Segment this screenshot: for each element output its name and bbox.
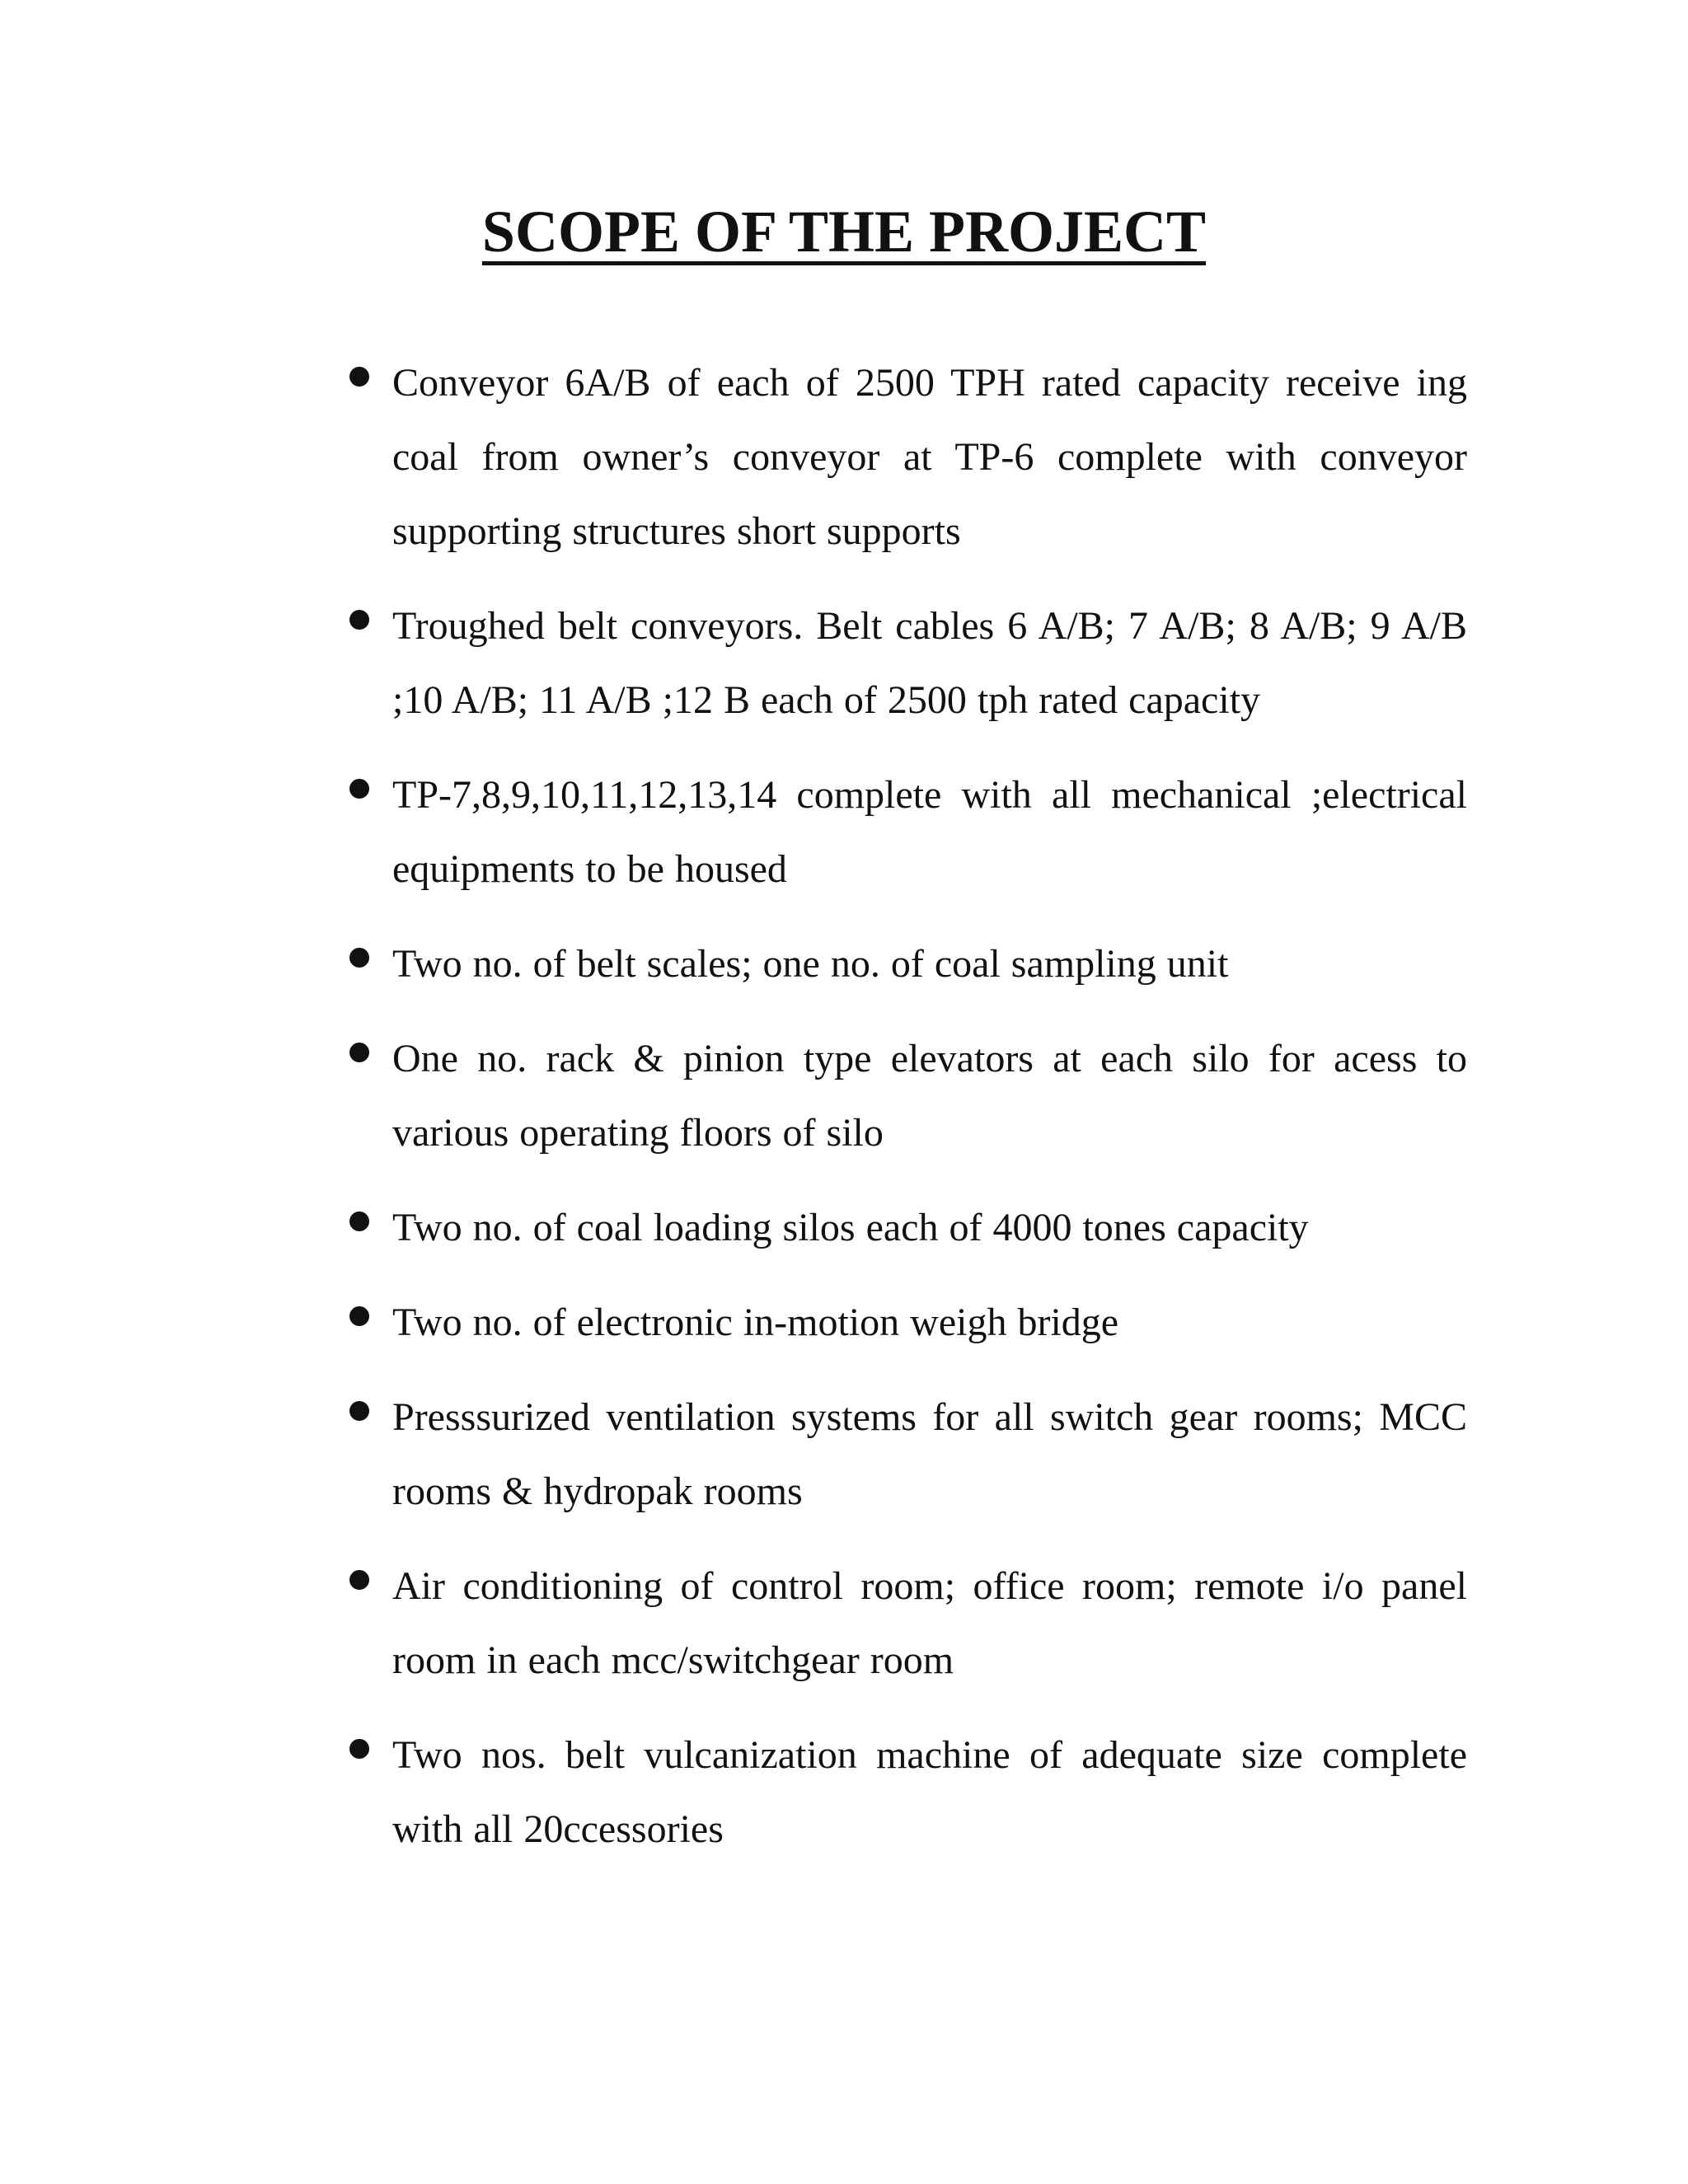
bullet-icon bbox=[349, 1212, 369, 1231]
list-item-text: Two no. of coal loading silos each of 4000 tones capacity bbox=[392, 1206, 1309, 1249]
list-item bbox=[0, 1380, 1688, 1529]
bullet-icon bbox=[349, 1306, 369, 1326]
list-item-text: Two nos. belt vulcanization machine of adequate size complete with all 20ccessories bbox=[392, 1733, 1467, 1851]
bullet-icon bbox=[349, 1043, 369, 1062]
list-item bbox=[0, 927, 1688, 1001]
list-item bbox=[0, 1286, 1688, 1360]
list-item-text: Conveyor 6A/B of each of 2500 TPH rated capacity receive ing coal from owner’s conveyor at TP-6 complete with conveyor supporting structures short supports bbox=[392, 361, 1467, 553]
bullet-icon bbox=[349, 1570, 369, 1590]
bullet-icon bbox=[349, 948, 369, 968]
bullet-icon bbox=[349, 1401, 369, 1421]
page-title-text: SCOPE OF THE PROJECT bbox=[481, 199, 1207, 265]
list-item-text: Presssurized ventilation systems for all switch gear rooms; MCC rooms & hydropak rooms bbox=[392, 1395, 1467, 1513]
list-item-text: TP-7,8,9,10,11,12,13,14 complete with all mechanical ;electrical equipments to be housed bbox=[392, 773, 1467, 891]
bullet-icon bbox=[349, 1739, 369, 1759]
list-item-text: Air conditioning of control room; office room; remote i/o panel room in each mcc/switchgear room bbox=[392, 1564, 1467, 1682]
list-item-text: One no. rack & pinion type elevators at each silo for acess to various operating floors of silo bbox=[392, 1037, 1467, 1155]
list-item bbox=[0, 758, 1688, 907]
list-item bbox=[0, 1191, 1688, 1265]
list-item bbox=[0, 1718, 1688, 1867]
list-item-text: Two no. of belt scales; one no. of coal sampling unit bbox=[392, 942, 1229, 986]
list-item bbox=[0, 346, 1688, 569]
list-item bbox=[0, 1022, 1688, 1170]
scope-list bbox=[0, 346, 1688, 1887]
list-item-text: Two no. of electronic in-motion weigh bridge bbox=[392, 1301, 1119, 1344]
bullet-icon bbox=[349, 367, 369, 387]
page-title bbox=[0, 194, 1688, 269]
list-item bbox=[0, 589, 1688, 738]
list-item-text: Troughed belt conveyors. Belt cables 6 A/B; 7 A/B; 8 A/B; 9 A/B ;10 A/B; 11 A/B ;12 B each of 2500 tph rated capacity bbox=[392, 604, 1467, 722]
bullet-icon bbox=[349, 610, 369, 630]
bullet-icon bbox=[349, 779, 369, 799]
list-item bbox=[0, 1549, 1688, 1698]
